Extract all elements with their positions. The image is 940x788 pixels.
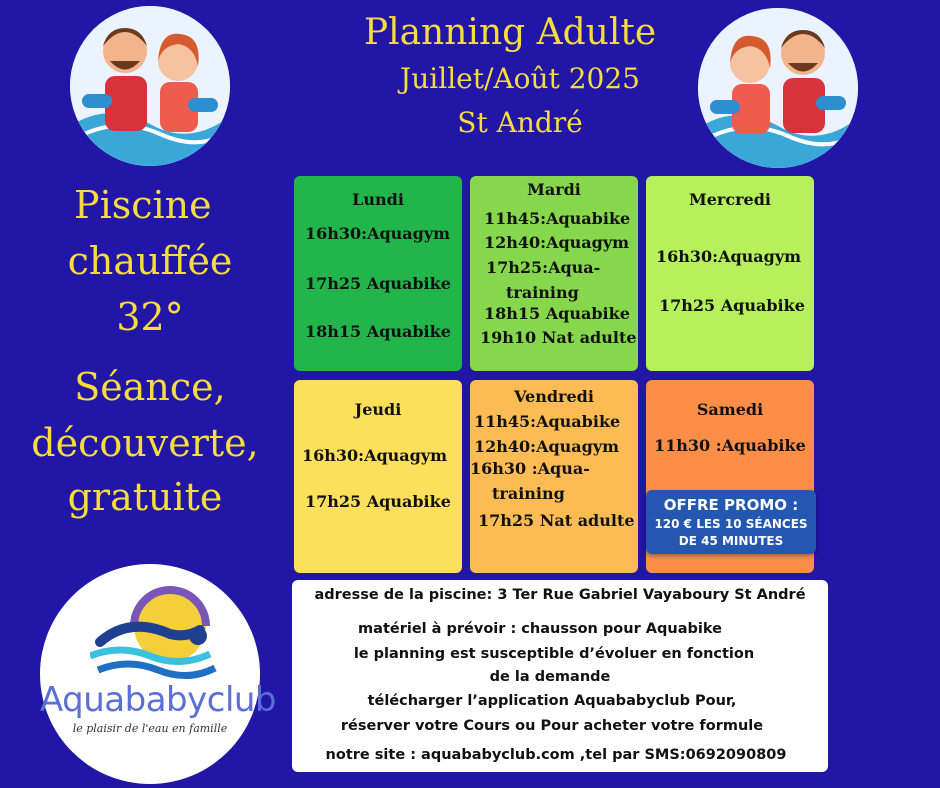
app-note-line1: télécharger l’application Aquababyclub Pour, xyxy=(367,693,737,709)
schedule-slot: 12h40:Aquagym xyxy=(474,437,620,456)
session-label: Séance, xyxy=(74,365,226,409)
schedule-slot: 16h30:Aquagym xyxy=(302,446,448,465)
couple-aquafitness-icon xyxy=(70,6,230,166)
schedule-slot: 11h45:Aquabike xyxy=(484,209,631,228)
logo-tagline: le plaisir de l'eau en famille xyxy=(72,722,228,735)
schedule-slot: 17h25 Aquabike xyxy=(659,296,805,315)
schedule-slot: 18h15 Aquabike xyxy=(305,322,451,341)
day-label: Jeudi xyxy=(354,400,402,419)
promo-duration: DE 45 MINUTES xyxy=(678,534,784,548)
page-title: Planning Adulte xyxy=(363,12,657,53)
day-card-mardi xyxy=(470,176,638,371)
schedule-slot: 17h25 Aquabike xyxy=(305,274,451,293)
swimmer-logo-icon xyxy=(90,586,220,681)
discovery-label: découverte, xyxy=(31,421,259,465)
schedule-slot: 16h30:Aquagym xyxy=(656,247,802,266)
temperature-label: 32° xyxy=(116,295,184,339)
app-note-line2: réserver votre Cours ou Pour acheter votre formule xyxy=(340,718,764,734)
period-subtitle: Juillet/Août 2025 xyxy=(400,62,640,95)
heated-label: chauffée xyxy=(67,239,233,283)
promo-price: 120 € LES 10 SÉANCES xyxy=(654,517,808,531)
swimmers-illustration-right xyxy=(698,8,858,168)
day-label: Mardi xyxy=(527,180,581,199)
pool-label: Piscine xyxy=(74,183,212,227)
schedule-slot: 18h15 Aquabike xyxy=(484,304,630,323)
swimmers-illustration-left xyxy=(70,6,230,166)
equipment-note: matériel à prévoir : chausson pour Aquabike xyxy=(358,621,722,637)
schedule-slot: 19h10 Nat adulte xyxy=(480,328,637,347)
schedule-slot: 17h25 Aquabike xyxy=(305,492,451,511)
info-box xyxy=(292,580,828,772)
day-label: Mercredi xyxy=(689,190,771,209)
day-card-lundi xyxy=(294,176,462,371)
schedule-slot: 16h30 :Aqua- xyxy=(470,459,590,478)
schedule-slot: 16h30:Aquagym xyxy=(305,224,451,243)
schedule-slot: 17h25 Nat adulte xyxy=(478,511,635,530)
pool-address: adresse de la piscine: 3 Ter Rue Gabriel Vayaboury St André xyxy=(314,587,806,603)
contact-info: notre site : aquababyclub.com ,tel par SMS:0692090809 xyxy=(325,747,787,763)
day-card-jeudi xyxy=(294,380,462,573)
couple-aquafitness-icon xyxy=(698,8,858,168)
day-label: Lundi xyxy=(352,190,404,209)
schedule-slot: 17h25:Aqua- xyxy=(486,258,601,277)
location-subtitle: St André xyxy=(457,106,583,139)
schedule-slot: 11h45:Aquabike xyxy=(474,412,621,431)
day-card-mercredi xyxy=(646,176,814,371)
logo-brand: Aquababyclub xyxy=(40,680,277,720)
planning-note-line2: de la demande xyxy=(489,669,611,685)
day-card-vendredi xyxy=(470,380,638,573)
schedule-slot: training xyxy=(492,484,565,503)
day-label: Vendredi xyxy=(514,387,594,406)
schedule-slot: 11h30 :Aquabike xyxy=(654,436,806,455)
promo-title: OFFRE PROMO : xyxy=(663,496,799,514)
schedule-slot: 12h40:Aquagym xyxy=(484,233,630,252)
planning-note-line1: le planning est susceptible d’évoluer en fonction xyxy=(353,646,755,662)
day-label: Samedi xyxy=(696,400,764,419)
schedule-slot: training xyxy=(506,283,579,302)
free-label: gratuite xyxy=(67,475,223,519)
promo-badge xyxy=(646,490,816,554)
aquababyclub-logo xyxy=(40,564,277,784)
